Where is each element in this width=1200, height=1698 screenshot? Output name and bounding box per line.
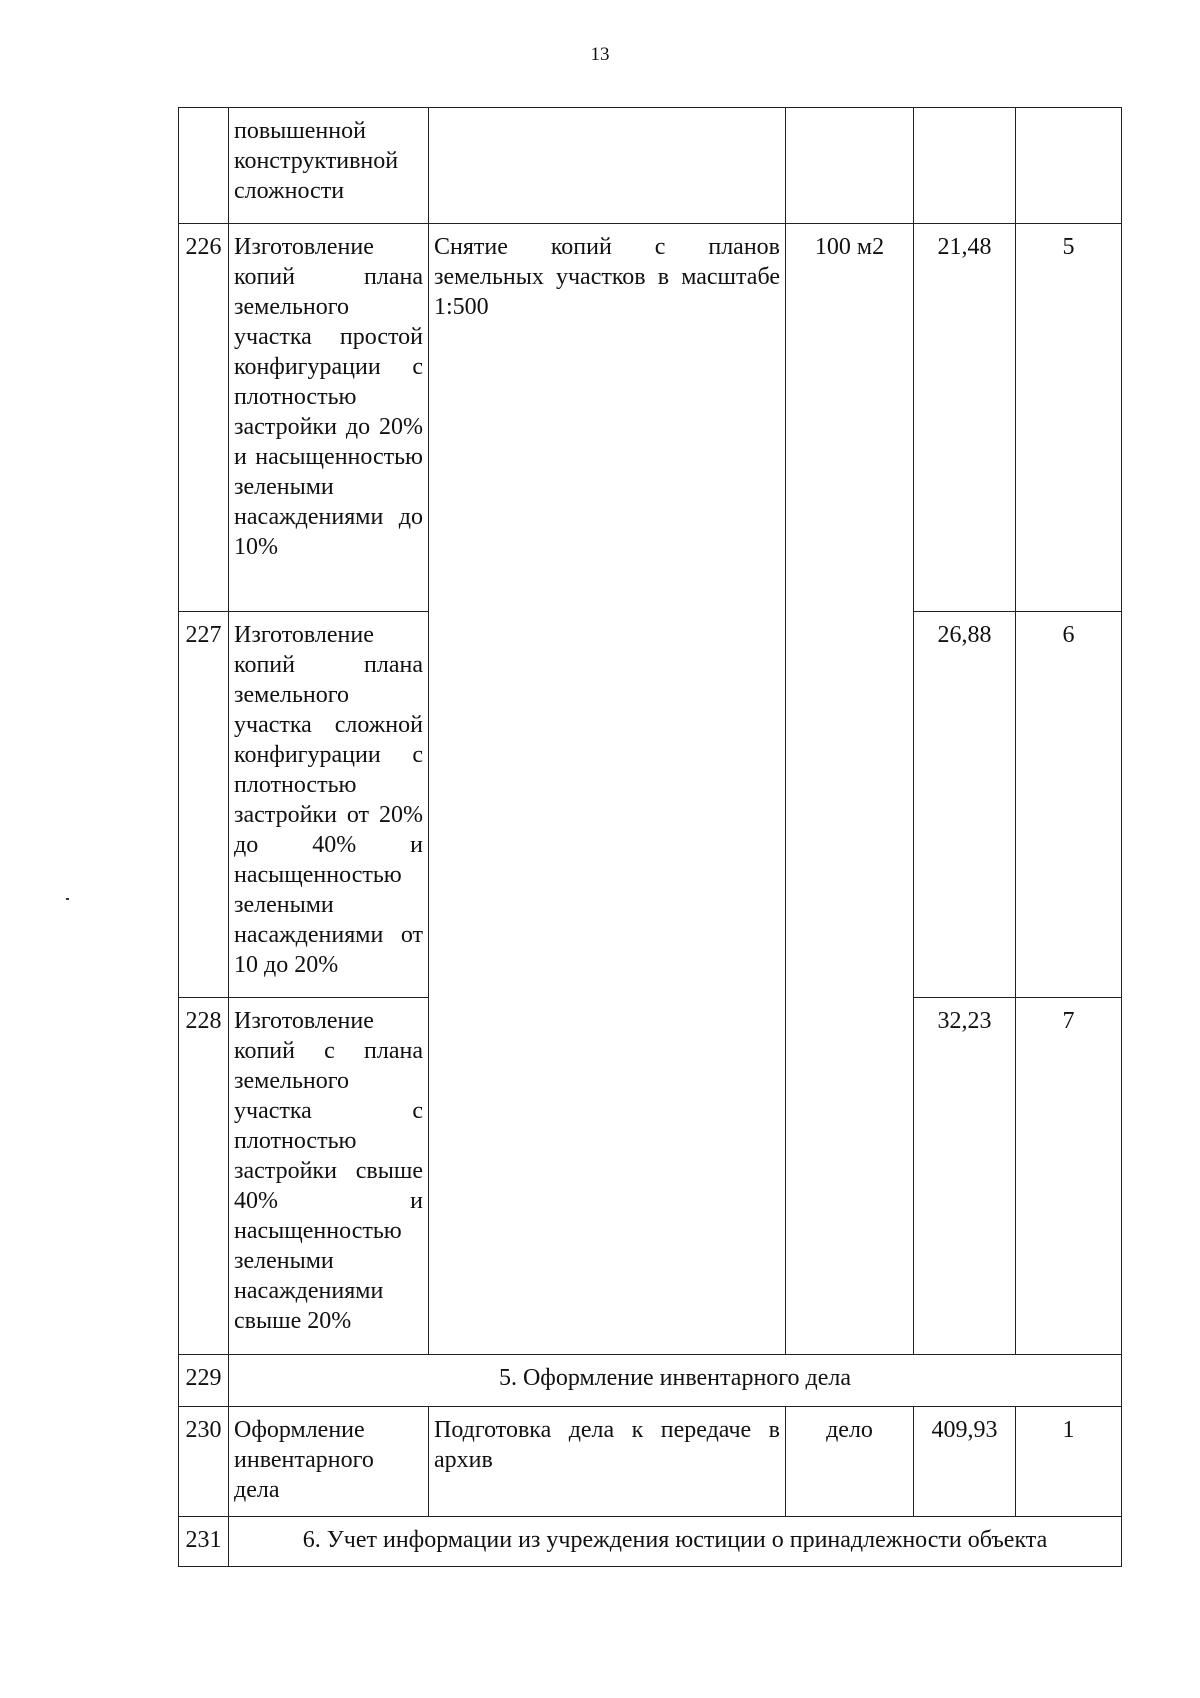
row-number-cell: 230 <box>179 1407 229 1517</box>
section-heading-cell: 6. Учет информации из учреждения юстиции о принадлежности объекта <box>229 1517 1122 1567</box>
table-row <box>179 1517 1122 1567</box>
unit-cell: 100 м2 <box>786 224 914 1355</box>
service-name-cell: Изготовление копий плана земельного участка сложной конфигурации с плотностью застройки от 20% до 40% и насыщенностью зелеными насаждениями от 10 до 20% <box>229 612 429 998</box>
price-cell: 26,88 <box>914 612 1016 998</box>
service-name-cell: Изготовление копий с плана земельного участка с плотностью застройки свыше 40% и насыщенностью зелеными насаждениями свыше 20% <box>229 998 429 1355</box>
coefficient-cell <box>1016 108 1122 224</box>
table-row <box>179 224 1122 612</box>
coefficient-cell: 5 <box>1016 224 1122 612</box>
row-number-cell: 228 <box>179 998 229 1355</box>
coefficient-cell: 1 <box>1016 1407 1122 1517</box>
coefficient-cell: 6 <box>1016 612 1122 998</box>
service-name-cell: повышенной конструктивной сложности <box>229 108 429 224</box>
price-cell <box>914 108 1016 224</box>
unit-cell: дело <box>786 1407 914 1517</box>
price-cell: 21,48 <box>914 224 1016 612</box>
table-row <box>179 1355 1122 1407</box>
service-name-cell: Оформление инвентарного дела <box>229 1407 429 1517</box>
row-number-cell: 226 <box>179 224 229 612</box>
scan-speck <box>66 898 69 900</box>
price-cell: 32,23 <box>914 998 1016 1355</box>
unit-cell <box>786 108 914 224</box>
row-number-cell <box>179 108 229 224</box>
row-number-cell: 229 <box>179 1355 229 1407</box>
work-description-cell <box>429 108 786 224</box>
price-cell: 409,93 <box>914 1407 1016 1517</box>
page-number: 13 <box>590 44 610 65</box>
work-description-cell: Подготовка дела к передаче в архив <box>429 1407 786 1517</box>
work-description-cell: Снятие копий с планов земельных участков в масштабе 1:500 <box>429 224 786 1355</box>
row-number-cell: 227 <box>179 612 229 998</box>
tariff-table <box>178 107 1122 1567</box>
coefficient-cell: 7 <box>1016 998 1122 1355</box>
table-row <box>179 108 1122 224</box>
row-number-cell: 231 <box>179 1517 229 1567</box>
service-name-cell: Изготовление копий плана земельного участка простой конфигурации с плотностью застройки до 20% и насыщенностью зелеными насаждениями до 10% <box>229 224 429 612</box>
section-heading-cell: 5. Оформление инвентарного дела <box>229 1355 1122 1407</box>
table-row <box>179 1407 1122 1517</box>
